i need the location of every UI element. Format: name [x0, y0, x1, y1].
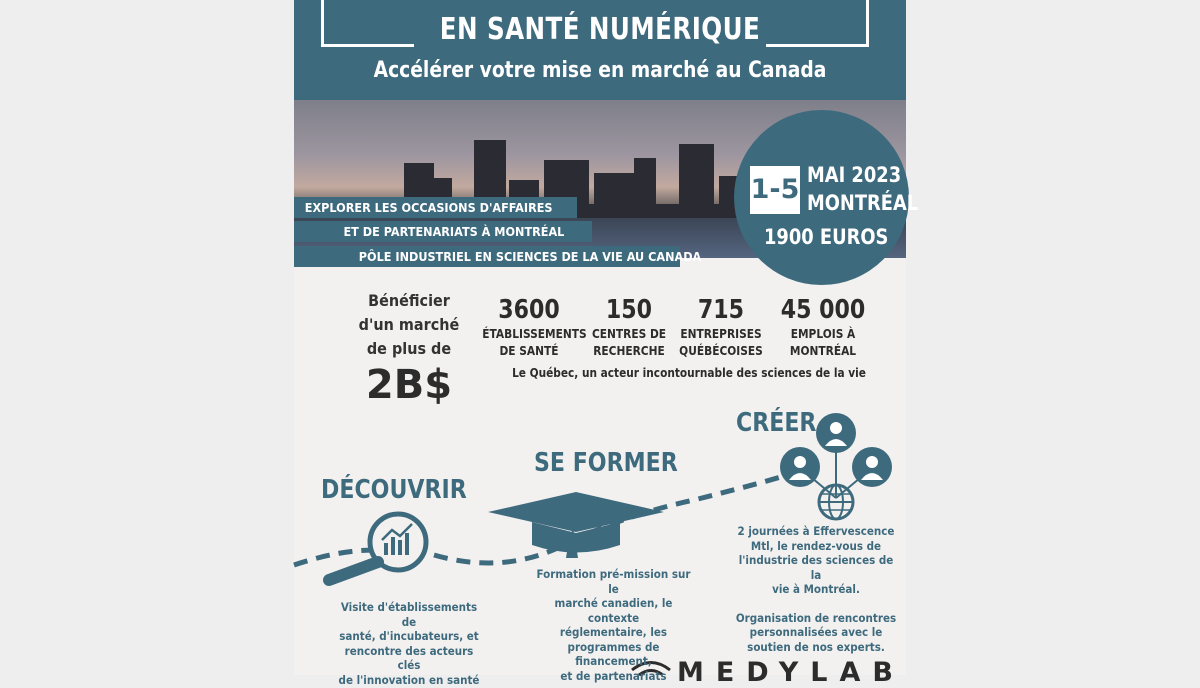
- stat-companies: 715 ENTREPRISES QUÉBÉCOISES: [679, 295, 763, 358]
- event-month: MAI 2023: [807, 163, 902, 187]
- medylab-logo: MEDYLAB: [677, 657, 905, 688]
- stat-establishments: 3600 ÉTABLISSEMENTS DE SANTÉ: [482, 295, 587, 358]
- stat-research-centers: 150 CENTRES DE RECHERCHE: [591, 295, 667, 358]
- infographic-page: [294, 0, 919, 688]
- heading-creer: CRÉER: [736, 408, 817, 438]
- desc-creer: 2 journées à Effervescence Mtl, le rendez-vous de l'industrie des sciences de la vie à Montréal. Organisation de rencontres personnalisées avec le soutien de nos experts.: [735, 524, 897, 654]
- desc-se-former: Formation pré-mission sur le marché canadien, le contexte réglementaire, les programmes de financement, et de partenariats: [536, 567, 691, 683]
- heading-decouvrir: DÉCOUVRIR: [321, 475, 467, 505]
- page-subtitle: Accélérer votre mise en marché au Canada: [373, 58, 827, 83]
- ribbon-3: PÔLE INDUSTRIEL EN SCIENCES DE LA VIE AU CANADA: [294, 246, 680, 267]
- event-dates: 1-5: [750, 166, 800, 214]
- market-amount: 2B$: [365, 362, 453, 408]
- ribbon-2: ET DE PARTENARIATS À MONTRÉAL: [294, 221, 592, 242]
- event-price: 1900 EUROS: [764, 225, 889, 249]
- event-city: MONTRÉAL: [807, 191, 919, 215]
- heading-se-former: SE FORMER: [534, 448, 678, 478]
- magnifier-chart-icon: [329, 514, 426, 580]
- ribbon-1: EXPLORER LES OCCASIONS D'AFFAIRES: [294, 197, 577, 218]
- quebec-note: Le Québec, un acteur incontournable des sciences de la vie: [512, 366, 866, 380]
- graduation-cap-icon: [488, 492, 664, 558]
- desc-decouvrir: Visite d'établissements de santé, d'incubateurs, et rencontre des acteurs clés de l'innovation en santé: [338, 600, 480, 687]
- market-intro: Bénéficier d'un marché de plus de: [358, 291, 460, 358]
- stat-jobs: 45 000 EMPLOIS À MONTRÉAL: [780, 295, 866, 358]
- page-title: EN SANTÉ NUMÉRIQUE: [439, 12, 761, 47]
